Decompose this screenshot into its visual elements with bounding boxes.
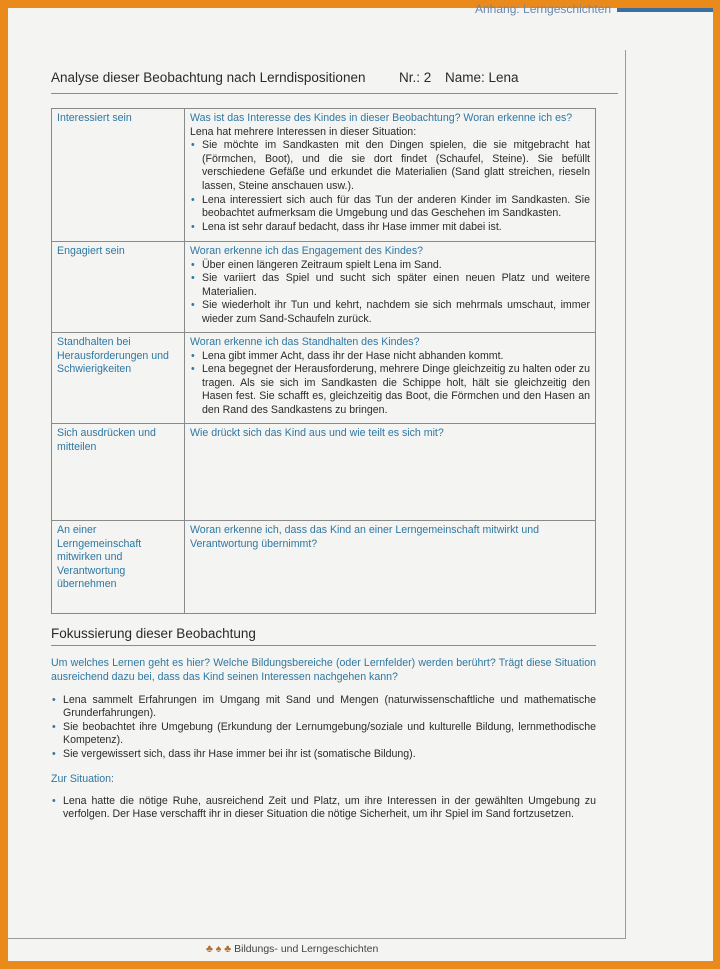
row-question: Wie drückt sich das Kind aus und wie teilt es sich mit?	[190, 427, 444, 439]
list-item: • Sie variiert das Spiel und sucht sich später einen neuen Platz und weitere Materialien.	[190, 272, 590, 299]
running-title: Anhang: Lerngeschichten	[475, 2, 612, 16]
focus-question: Um welches Lernen geht es hier? Welche Bildungsbereiche (oder Lernfelder) werden berührt? Trägt diese Situation ausreichend dazu bei, dass das Kind seinen Interessen nachgehen kann?	[51, 657, 596, 683]
answer-list	[190, 139, 590, 234]
list-item: • Über einen längeren Zeitraum spielt Lena im Sand.	[190, 259, 590, 273]
row-content	[185, 424, 596, 521]
row-label: Standhalten bei Herausforderungen und Schwierigkeiten	[52, 333, 185, 424]
table-row	[52, 424, 596, 521]
row-content	[185, 521, 596, 614]
answer-list	[190, 259, 590, 327]
footer-icons: ♣ ♠ ♣	[206, 943, 232, 955]
footer-text: Bildungs- und Lerngeschichten	[234, 943, 379, 955]
row-label: Sich ausdrücken und mitteilen	[52, 424, 185, 521]
list-item: • Sie wiederholt ihr Tun und kehrt, nachdem sie sich mehrmals umschaut, immer wieder zum Sand-Schaufeln zurück.	[190, 299, 590, 326]
analysis-title: Analyse dieser Beobachtung nach Lerndispositionen	[51, 70, 366, 85]
row-label: Interessiert sein	[52, 109, 185, 242]
list-item: • Lena sammelt Erfahrungen im Umgang mit Sand und Mengen (naturwissenschaftliche und mathematische Grunderfahrungen).	[51, 694, 596, 721]
row-content	[185, 333, 596, 424]
list-item: • Sie möchte im Sandkasten mit den Dingen spielen, die sie mitgebracht hat (Förmchen, Boot), und die sie dort findet (Schaufel, Steine). Sie befüllt verschiedene Gefäße und erkundet die Materialien (Sand glatt streichen, rieseln lassen, Steine anschauen usw.).	[190, 139, 590, 193]
row-label: Engagiert sein	[52, 242, 185, 333]
row-question: Woran erkenne ich das Engagement des Kindes?	[190, 245, 424, 257]
row-label: An einer Lerngemeinschaft mitwirken und Verantwortung übernehmen	[52, 521, 185, 614]
list-item: • Lena ist sehr darauf bedacht, dass ihr Hase immer mit dabei ist.	[190, 221, 590, 235]
row-content	[185, 109, 596, 242]
row-intro: Lena hat mehrere Interessen in dieser Situation:	[190, 125, 417, 138]
answer-list	[190, 350, 590, 418]
focus-section	[51, 626, 596, 822]
table-row	[52, 521, 596, 614]
row-question: Woran erkenne ich, dass das Kind an einer Lerngemeinschaft mitwirkt und Verantwortung übernimmt?	[190, 524, 539, 550]
table-row	[52, 333, 596, 424]
child-name: Name: Lena	[445, 70, 519, 85]
observation-number: Nr.: 2	[399, 70, 432, 85]
row-content	[185, 242, 596, 333]
disposition-table	[51, 108, 596, 614]
situation-list	[51, 795, 596, 822]
row-question: Was ist das Interesse des Kindes in dieser Beobachtung? Woran erkenne ich es?	[190, 112, 573, 124]
list-item: • Lena hatte die nötige Ruhe, ausreichend Zeit und Platz, um ihre Interessen in der gewählten Umgebung zu verfolgen. Der Hase verschafft ihr in dieser Situation die nötige Sicherheit, um ihr Spiel im Sand fortzusetzen.	[51, 795, 596, 822]
situation-label: Zur Situation:	[51, 773, 115, 786]
table-row	[52, 242, 596, 333]
list-item: • Lena begegnet der Herausforderung, mehrere Dinge gleichzeitig zu halten oder zu tragen. Als sie sich im Sandkasten die Schippe holt, hält sie gleichzeitig den Hasen fest. Sie schafft es, gleichzeitig das Boot, die Förmchen und den Hasen an den Rand des Sandkastens zu bringen.	[190, 363, 590, 417]
list-item: • Sie vergewissert sich, dass ihr Hase immer bei ihr ist (somatische Bildung).	[51, 748, 596, 761]
footer	[206, 943, 378, 955]
focus-list	[51, 694, 596, 761]
list-item: • Lena gibt immer Acht, dass ihr der Hase nicht abhanden kommt.	[190, 350, 590, 364]
table-row	[52, 109, 596, 242]
list-item: • Sie beobachtet ihre Umgebung (Erkundung der Lernumgebung/soziale und kulturelle Bildung, lernmethodische Kompetenz).	[51, 721, 596, 748]
analysis-title-row	[51, 70, 618, 94]
list-item: • Lena interessiert sich auch für das Tun der anderen Kinder im Sandkasten. Sie beobachtet aufmerksam die Umgebung und das Geschehen im Sandkasten.	[190, 194, 590, 221]
header-accent-bar	[617, 8, 713, 12]
row-question: Woran erkenne ich das Standhalten des Kindes?	[190, 336, 420, 348]
focus-title: Fokussierung dieser Beobachtung	[51, 626, 596, 646]
